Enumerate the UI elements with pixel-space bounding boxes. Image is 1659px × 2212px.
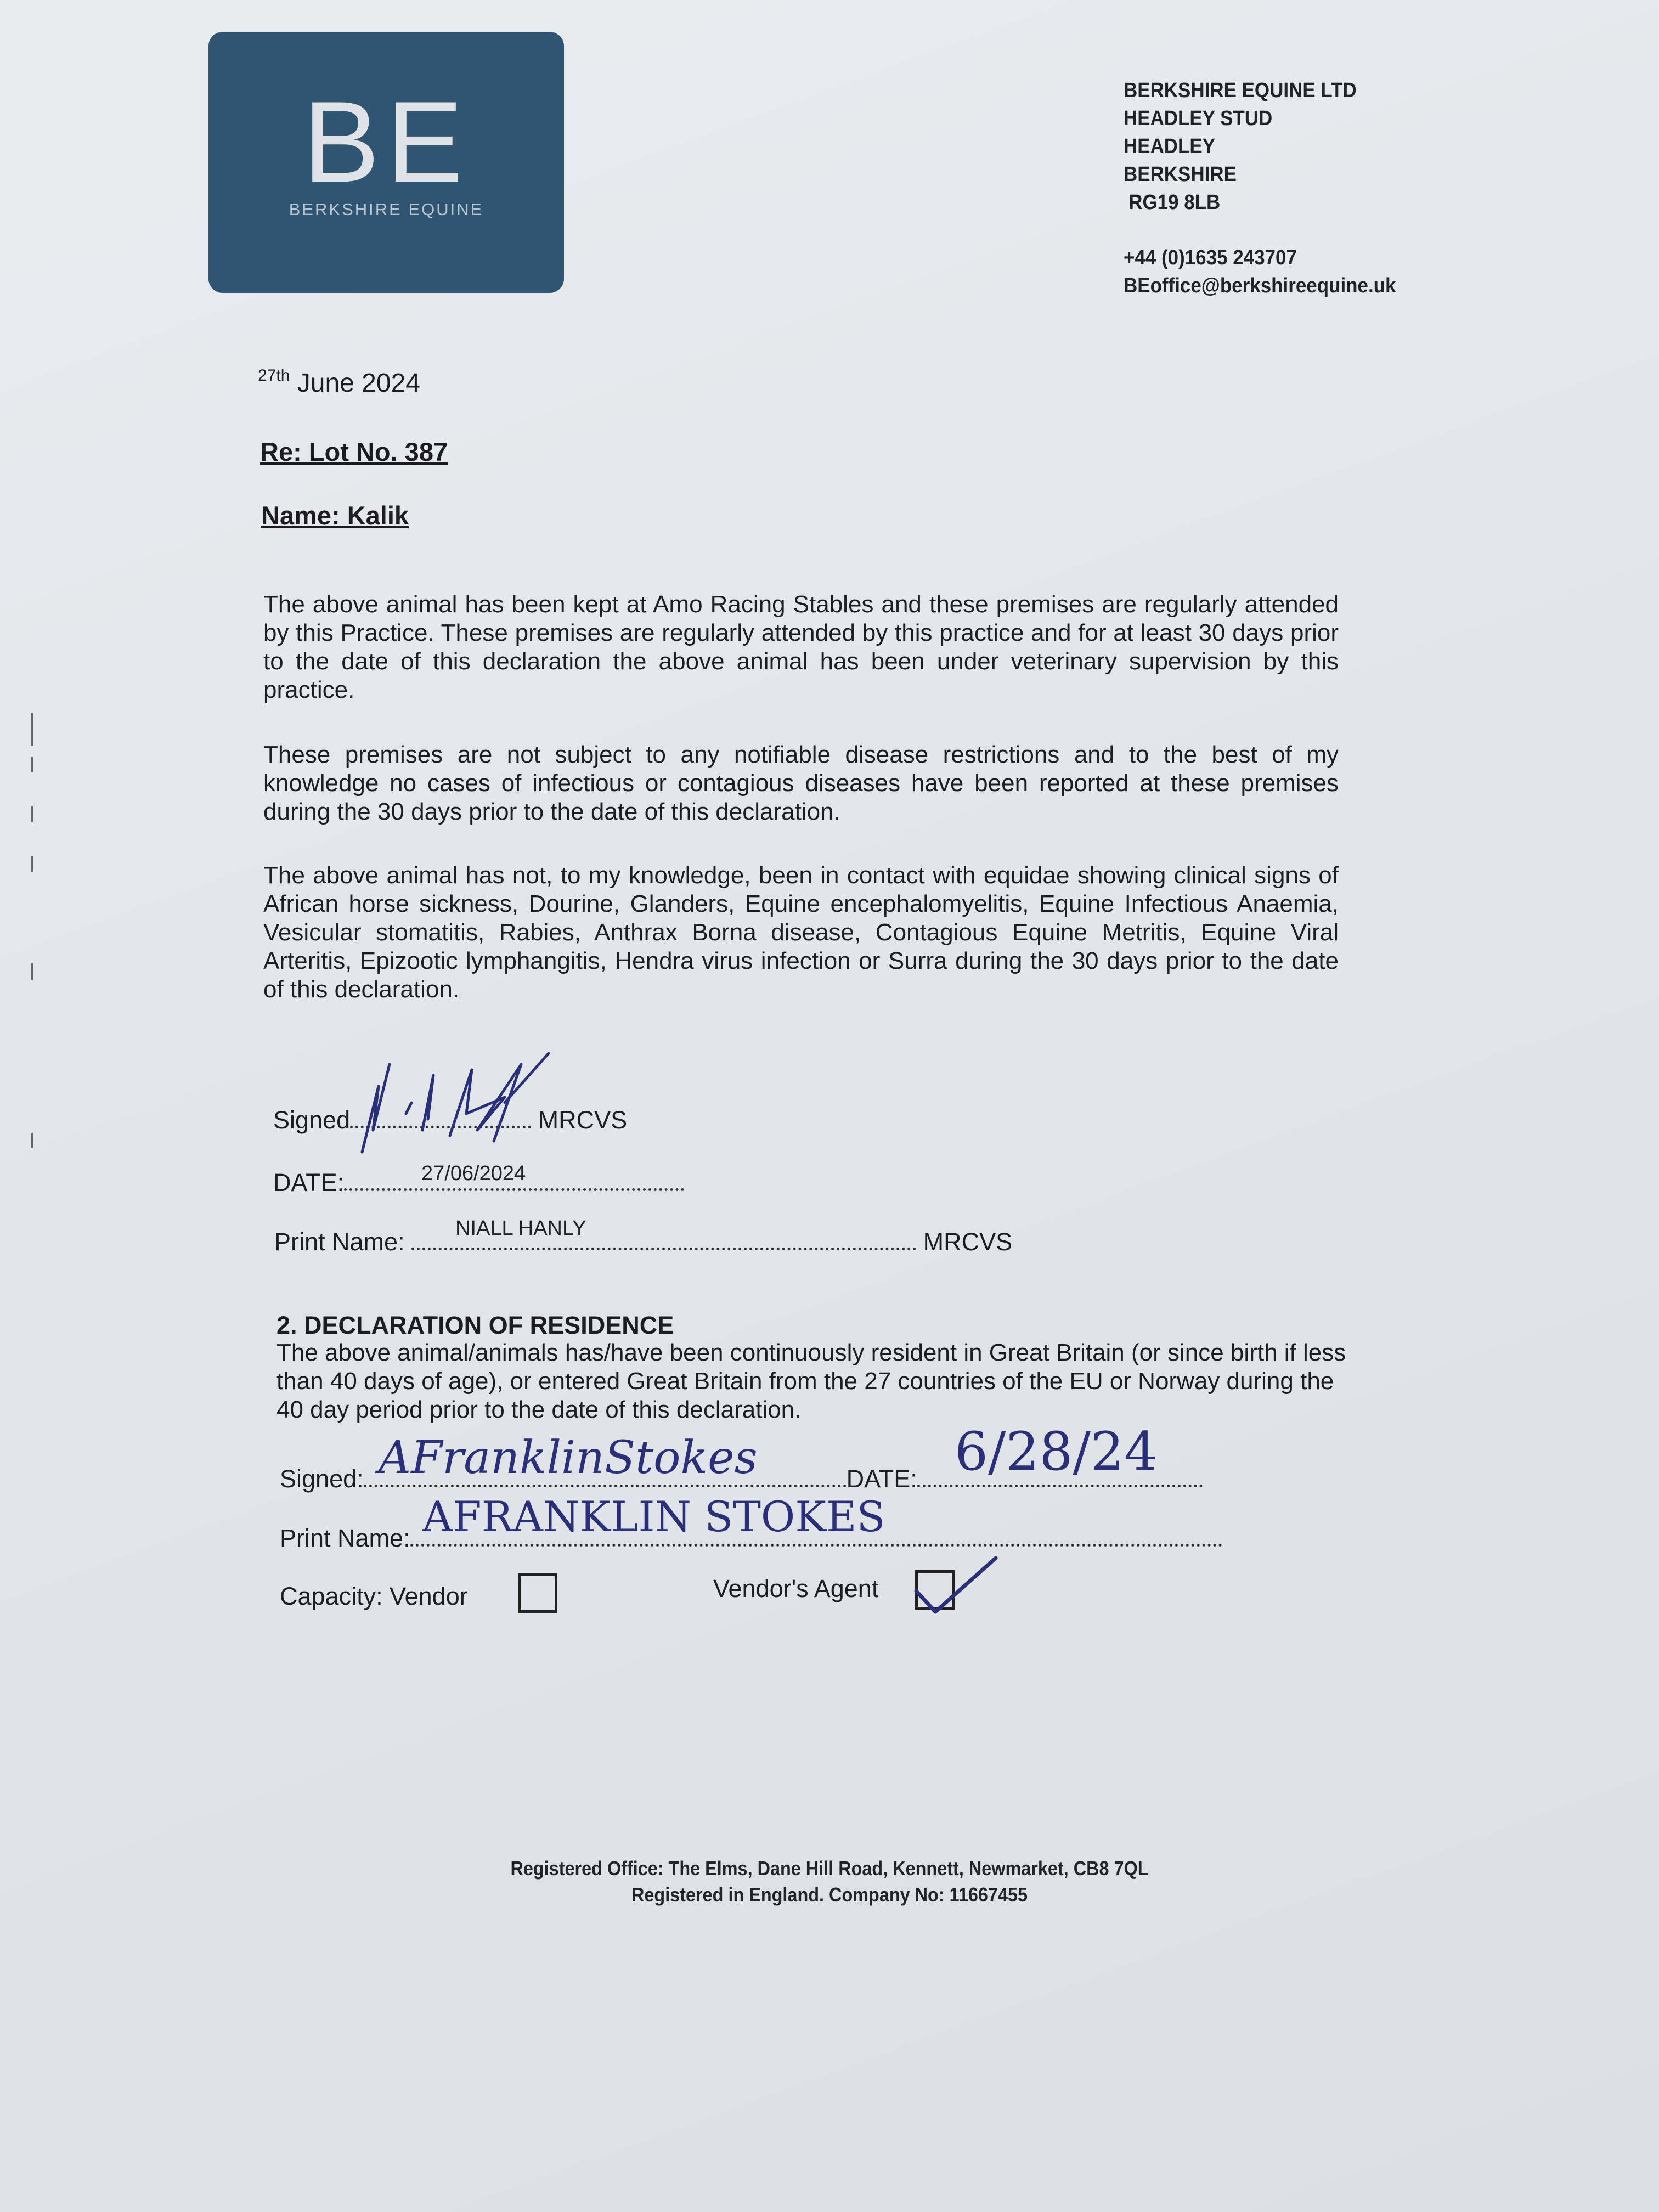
company-address (1124, 77, 1396, 300)
margin-mark (31, 806, 33, 822)
print-dotted-line (411, 1242, 916, 1250)
address-phone: +44 (0)1635 243707 (1124, 246, 1297, 269)
paragraph-supervision: The above animal has been kept at Amo Racing Stables and these premises are regularly attended by this Practice. These premises are regularly attended by this practice and for at least 30 days prior to the date of this declaration the above animal has been under veterinary supervision by this practice. (263, 591, 1339, 703)
vet-print-label: Print Name: (274, 1228, 405, 1256)
date-rest: June 2024 (297, 369, 420, 398)
address-line: HEADLEY STUD (1124, 107, 1273, 130)
vet-date-value: 27/06/2024 (421, 1162, 526, 1185)
paragraph-contact: The above animal has not, to my knowledge, been in contact with equidae showing clinical signs of African horse sickness, Dourine, Glanders, Equine encephalomyelitis, Equine Infectious Anaemia, Vesicular stomatitis, Rabies, Anthrax Borna disease, Contagious Equine Metritis, Equine Viral Arteritis, Epizootic lymphangitis, Hendra virus infection or Surra during the 30 days prior to the date of this declaration. (263, 862, 1339, 1003)
vet-signed-suffix: MRCVS (538, 1106, 628, 1134)
margin-mark (31, 713, 33, 746)
vet-print-row (274, 1228, 1012, 1256)
logo-subtitle: BERKSHIRE EQUINE (289, 200, 484, 219)
address-line: BERKSHIRE EQUINE LTD (1124, 79, 1357, 102)
address-postcode: RG19 8LB (1128, 191, 1221, 214)
check-mark-icon (905, 1547, 1004, 1624)
margin-mark (31, 757, 33, 772)
residence-date-value: 6/28/24 (955, 1421, 1158, 1482)
residence-print-value: AFRANKLIN STOKES (422, 1492, 885, 1541)
vet-print-suffix: MRCVS (923, 1228, 1013, 1256)
address-line: HEADLEY (1124, 135, 1216, 158)
residence-text: The above animal/animals has/have been continuously resident in Great Britain (or since birth if less than 40 days of age), or entered Great Britain from the 27 countries of the EU or Norway during the 40 day period prior to the date of this declaration. (276, 1339, 1346, 1423)
residence-signature: AFranklinStokes (379, 1432, 758, 1484)
vet-print-value: NIALL HANLY (455, 1217, 586, 1240)
address-line: BERKSHIRE (1124, 163, 1237, 186)
horse-name: Name: Kalik (261, 501, 409, 530)
company-logo (208, 32, 564, 293)
residence-signed-label: Signed: (280, 1465, 364, 1493)
vet-date-label: DATE: (273, 1169, 345, 1197)
date-suffix: th (276, 366, 290, 385)
margin-mark (31, 963, 33, 980)
lot-reference: Re: Lot No. 387 (260, 437, 448, 466)
logo-mark: BE (302, 77, 470, 206)
margin-mark (31, 1133, 33, 1148)
footer-company-number: Registered in England. Company No: 11667455 (631, 1883, 1028, 1906)
letter-date (258, 366, 420, 398)
capacity-vendor-label: Capacity: Vendor (280, 1582, 468, 1610)
paragraph-disease-restrictions: These premises are not subject to any notifiable disease restrictions and to the best of my knowledge no cases of infectious or contagious diseases have been reported at these premises during the 30 days prior to the date of this declaration. (263, 741, 1339, 825)
residence-title: 2. DECLARATION OF RESIDENCE (276, 1311, 674, 1339)
residence-date-label: DATE: (846, 1465, 917, 1493)
vet-signed-label: Signed (273, 1106, 351, 1134)
vendor-agent-label: Vendor's Agent (713, 1575, 879, 1602)
footer-registered-office: Registered Office: The Elms, Dane Hill Road, Kennett, Newmarket, CB8 7QL (510, 1857, 1149, 1880)
margin-mark (31, 856, 33, 872)
date-day: 27 (258, 366, 276, 385)
vendor-checkbox[interactable] (518, 1573, 557, 1613)
address-email: BEoffice@berkshireequine.uk (1124, 274, 1396, 297)
residence-print-label: Print Name: (280, 1524, 410, 1552)
